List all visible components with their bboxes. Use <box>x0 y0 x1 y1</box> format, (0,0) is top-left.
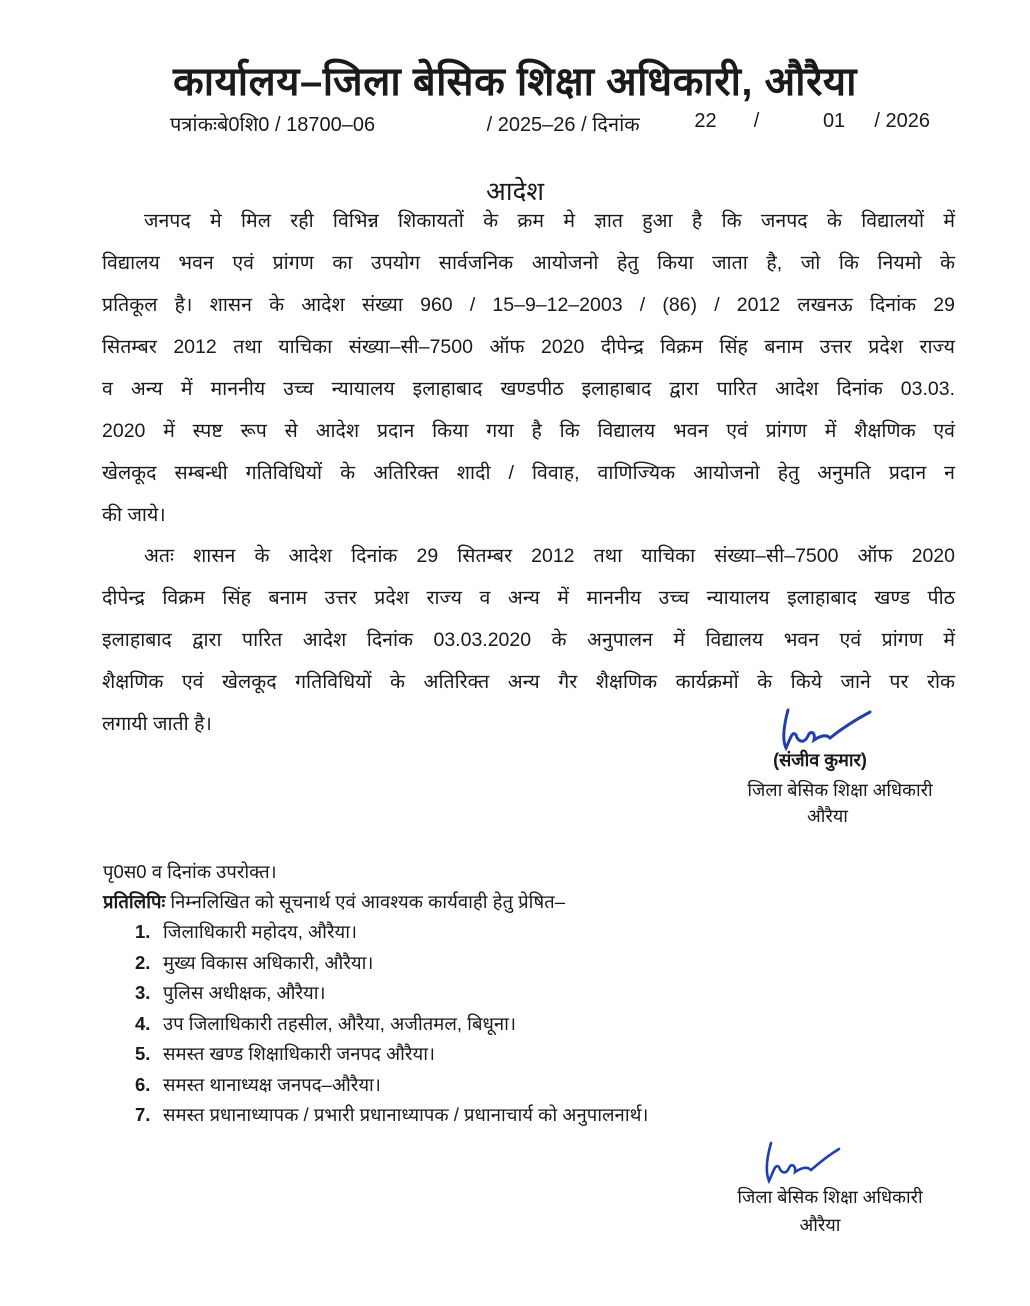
item-text: पुलिस अधीक्षक, औरैया। <box>163 982 326 1003</box>
text-line: प्रतिकूल है। शासन के आदेश संख्या 960 / 15–9–12–2003 / (86) / 2012 लखनऊ दिनांक 29 <box>102 294 955 316</box>
text-line: 2020 में स्पष्ट रूप से आदेश प्रदान किया गया है कि विद्यालय भवन एवं प्रांगण में शैक्षणिक एवं <box>102 420 955 442</box>
signature-block-1 <box>720 748 960 828</box>
letter-number: पत्रांकःबे0शि0 / 18700–06 <box>170 114 376 136</box>
date-separator: / <box>753 110 760 132</box>
reference-line <box>170 110 930 137</box>
signatory-place: औरैया <box>807 806 848 826</box>
item-text: उप जिलाधिकारी तहसील, औरैया, अजीतमल, बिधूना। <box>163 1012 516 1034</box>
signature-block-2 <box>690 1185 970 1237</box>
text-line: दीपेन्द्र विक्रम सिंह बनाम उत्तर प्रदेश राज्य व अन्य में माननीय उच्च न्यायालय इलाहाबाद खण्ड पीठ <box>102 587 955 609</box>
reference-note: पृ0स0 व दिनांक उपरोक्त। <box>103 861 277 882</box>
item-number: 1. <box>135 921 151 942</box>
text-line: लगायी जाती है। <box>102 713 212 735</box>
item-number: 5. <box>135 1043 151 1064</box>
list-item <box>135 1039 648 1070</box>
list-item <box>135 917 648 948</box>
signatory-designation: जिला बेसिक शिक्षा अधिकारी <box>737 1187 923 1207</box>
date-day: 22 <box>694 110 717 132</box>
list-item <box>135 978 648 1009</box>
signatory-name: (संजीव कुमार) <box>773 750 867 770</box>
text-line: शैक्षणिक एवं खेलकूद गतिविधियों के अतिरिक्त अन्य गैर शैक्षणिक कार्यक्रमों के किये जाने पर रोक <box>102 671 955 693</box>
session-label: / 2025–26 / दिनांक <box>486 114 640 136</box>
text-line: जनपद मे मिल रही विभिन्न शिकायतों के क्रम मे ज्ञात हुआ है कि जनपद के विद्यालयों में <box>144 210 955 232</box>
list-item <box>135 1100 648 1131</box>
date-year: / 2026 <box>874 110 930 132</box>
item-text: समस्त प्रधानाध्यापक / प्रभारी प्रधानाध्यापक / प्रधानाचार्य को अनुपालनार्थ। <box>163 1104 649 1125</box>
item-number: 4. <box>135 1012 151 1034</box>
copy-section <box>103 857 565 917</box>
signatory-designation: जिला बेसिक शिक्षा अधिकारी <box>747 780 933 800</box>
item-text: जिलाधिकारी महोदय, औरैया। <box>163 921 358 942</box>
text-line: इलाहाबाद द्वारा पारित आदेश दिनांक 03.03.2020 के अनुपालन में विद्यालय भवन एवं प्रांगण में <box>102 629 955 651</box>
item-text: मुख्य विकास अधिकारी, औरैया। <box>163 951 374 973</box>
signatory-place: औरैया <box>799 1215 841 1235</box>
text-line: की जाये। <box>102 504 166 526</box>
copy-intro-text: निम्नलिखित को सूचनार्थ एवं आवश्यक कार्यवाही हेतु प्रेषित– <box>165 891 565 912</box>
item-number: 3. <box>135 982 151 1003</box>
text-line: विद्यालय भवन एवं प्रांगण का उपयोग सार्वजनिक आयोजनो हेतु किया जाता है, जो कि नियमो के <box>102 252 955 274</box>
list-item <box>135 1070 648 1101</box>
text-line: खेलकूद सम्बन्धी गतिविधियों के अतिरिक्त शादी / विवाह, वाणिज्यिक आयोजनो हेतु अनुमति प्रदान न <box>102 462 955 484</box>
item-text: समस्त खण्ड शिक्षाधिकारी जनपद औरैया। <box>163 1043 435 1064</box>
text-line: व अन्य में माननीय उच्च न्यायालय इलाहाबाद खण्डपीठ इलाहाबाद द्वारा पारित आदेश दिनांक 03.03. <box>102 378 955 400</box>
copy-label: प्रतिलिपिः <box>103 891 166 912</box>
text-line: अतः शासन के आदेश दिनांक 29 सितम्बर 2012 तथा याचिका संख्या–सी–7500 ऑफ 2020 <box>144 545 955 567</box>
copy-intro <box>103 887 565 917</box>
item-text: समस्त थानाध्यक्ष जनपद–औरैया। <box>163 1073 381 1095</box>
list-item <box>135 1009 648 1040</box>
item-number: 6. <box>135 1073 151 1095</box>
order-paragraph-1 <box>102 200 955 536</box>
order-heading: आदेश <box>485 176 545 206</box>
office-title: कार्यालय–जिला बेसिक शिक्षा अधिकारी, औरैया <box>172 60 857 104</box>
item-number: 7. <box>135 1104 151 1125</box>
date-month: 01 <box>822 110 846 132</box>
list-item <box>135 948 648 979</box>
text-line: सितम्बर 2012 तथा याचिका संख्या–सी–7500 ऑफ 2020 दीपेन्द्र विक्रम सिंह बनाम उत्तर प्रदेश राज्य <box>102 336 955 358</box>
signature-image <box>755 1135 845 1190</box>
item-number: 2. <box>135 951 151 973</box>
recipient-list <box>135 917 648 1131</box>
